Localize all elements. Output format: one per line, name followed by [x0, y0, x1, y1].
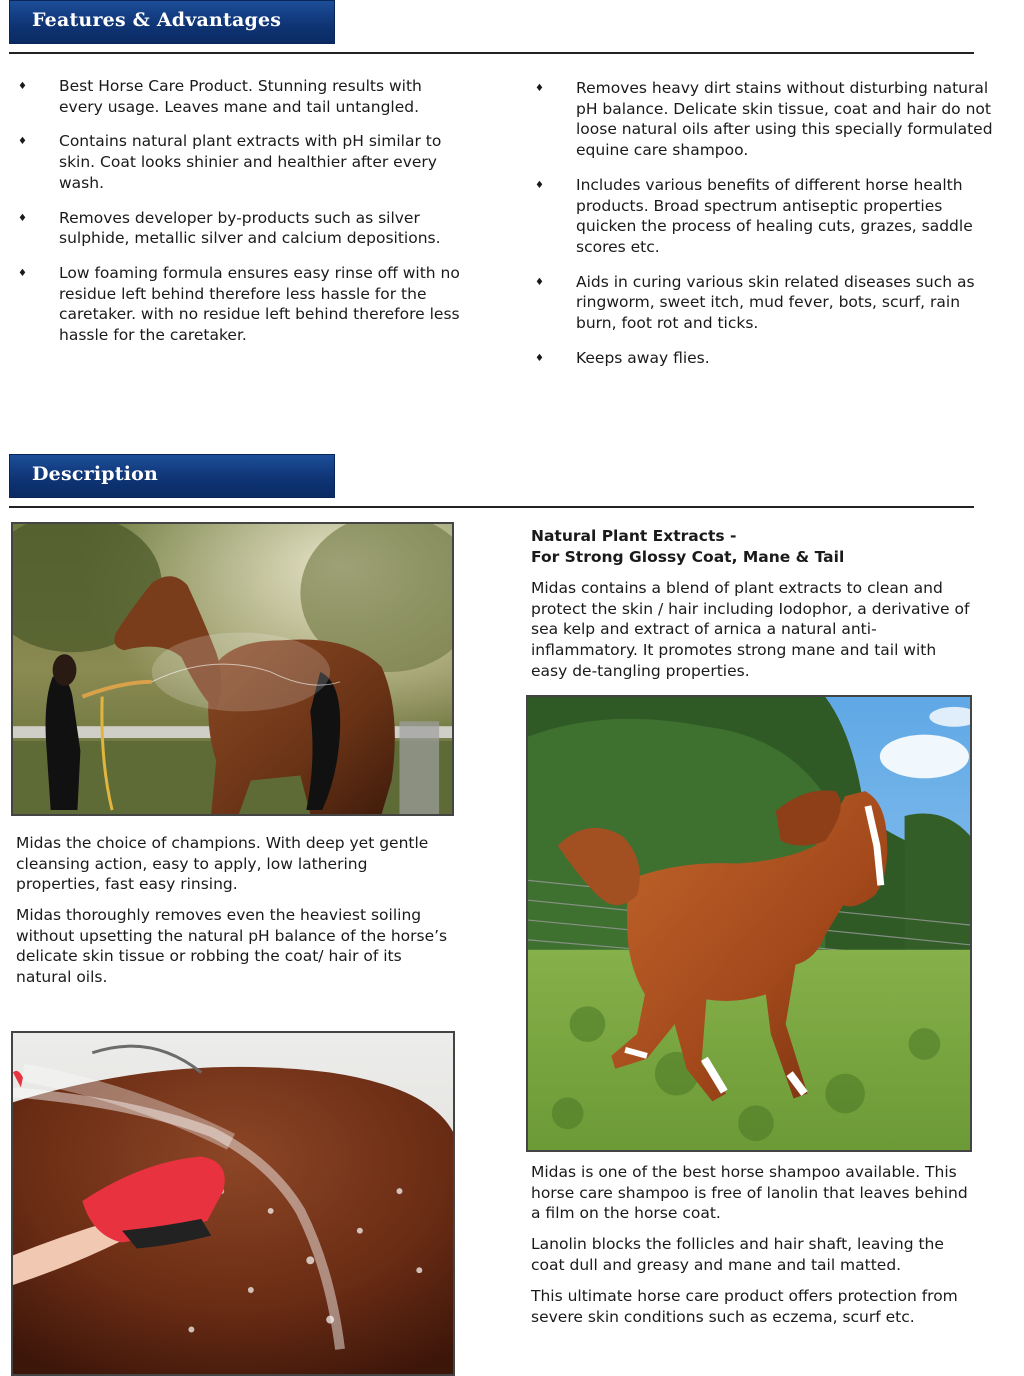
list-item: ♦ Includes various benefits of different horse health products. Broad spectrum antiseptic properties quicken the process of healing cuts, grazes, saddle scores etc.: [535, 175, 973, 256]
description-subheading-line2: For Strong Glossy Coat, Mane & Tail: [531, 548, 845, 566]
list-item: ♦ Best Horse Care Product. Stunning results with every usage. Leaves mane and tail untangled.: [18, 77, 422, 116]
bullet-icon: ♦: [535, 276, 544, 288]
features-banner: [9, 0, 335, 44]
bullet-icon: ♦: [535, 352, 544, 364]
list-item: ♦ Low foaming formula ensures easy rinse off with no residue left behind therefore less hassle for the caretaker. with no residue left behind therefore less hassle for the caretaker.: [18, 263, 460, 345]
features-list-left: [10, 76, 460, 360]
description-intro: Midas contains a blend of plant extracts to clean and protect the skin / hair including Iodophor, a derivative of sea kelp and extract of arnica a natural anti-inflammatory. It promotes strong mane and tail with easy de-tangling properties.: [531, 579, 970, 680]
bullet-icon: ♦: [18, 81, 27, 92]
horse-washing-photo: [11, 522, 454, 816]
list-item: ♦ Aids in curing various skin related diseases such as ringworm, sweet itch, mud fever, bots, scurf, rain burn, foot rot and ticks.: [535, 272, 975, 333]
description-subheading-line1: Natural Plant Extracts -: [531, 527, 737, 545]
description-paragraph: Lanolin blocks the follicles and hair shaft, leaving the coat dull and greasy and mane and tail matted.: [531, 1235, 944, 1274]
description-paragraph: Midas the choice of champions. With deep yet gentle cleansing action, easy to apply, low lathering properties, fast easy rinsing.: [16, 834, 429, 894]
bullet-icon: ♦: [535, 83, 544, 94]
horse-scrubbing-photo: [11, 1031, 455, 1376]
features-title: Features & Advantages: [32, 9, 282, 31]
features-rule: [9, 52, 974, 54]
description-banner: [9, 454, 335, 498]
bullet-icon: ♦: [18, 212, 27, 224]
description-paragraph: Midas thoroughly removes even the heaviest soiling without upsetting the natural pH balance of the horse’s delicate skin tissue or robbing the coat/ hair of its natural oils.: [16, 906, 448, 987]
features-list-right: [527, 78, 997, 382]
description-rule: [9, 506, 974, 508]
list-item: ♦ Removes heavy dirt stains without disturbing natural pH balance. Delicate skin tissue, coat and hair do not loose natural oils after using this specially formulated equine care shampoo.: [535, 79, 993, 160]
galloping-horse-photo: [526, 695, 972, 1152]
description-title: Description: [32, 463, 159, 485]
list-item: ♦ Contains natural plant extracts with pH similar to skin. Coat looks shinier and healthier after every wash.: [18, 132, 442, 192]
description-paragraph: This ultimate horse care product offers protection from severe skin conditions such as eczema, scurf etc.: [531, 1287, 958, 1326]
bullet-icon: ♦: [18, 136, 27, 148]
list-item: ♦ Removes developer by-products such as silver sulphide, metallic silver and calcium depositions.: [18, 208, 441, 248]
description-paragraph: Midas is one of the best horse shampoo available. This horse care shampoo is free of lanolin that leaves behind a film on the horse coat.: [531, 1163, 968, 1223]
bullet-icon: ♦: [18, 267, 27, 279]
bullet-icon: ♦: [535, 179, 544, 191]
list-item: ♦ Keeps away flies.: [535, 348, 710, 367]
